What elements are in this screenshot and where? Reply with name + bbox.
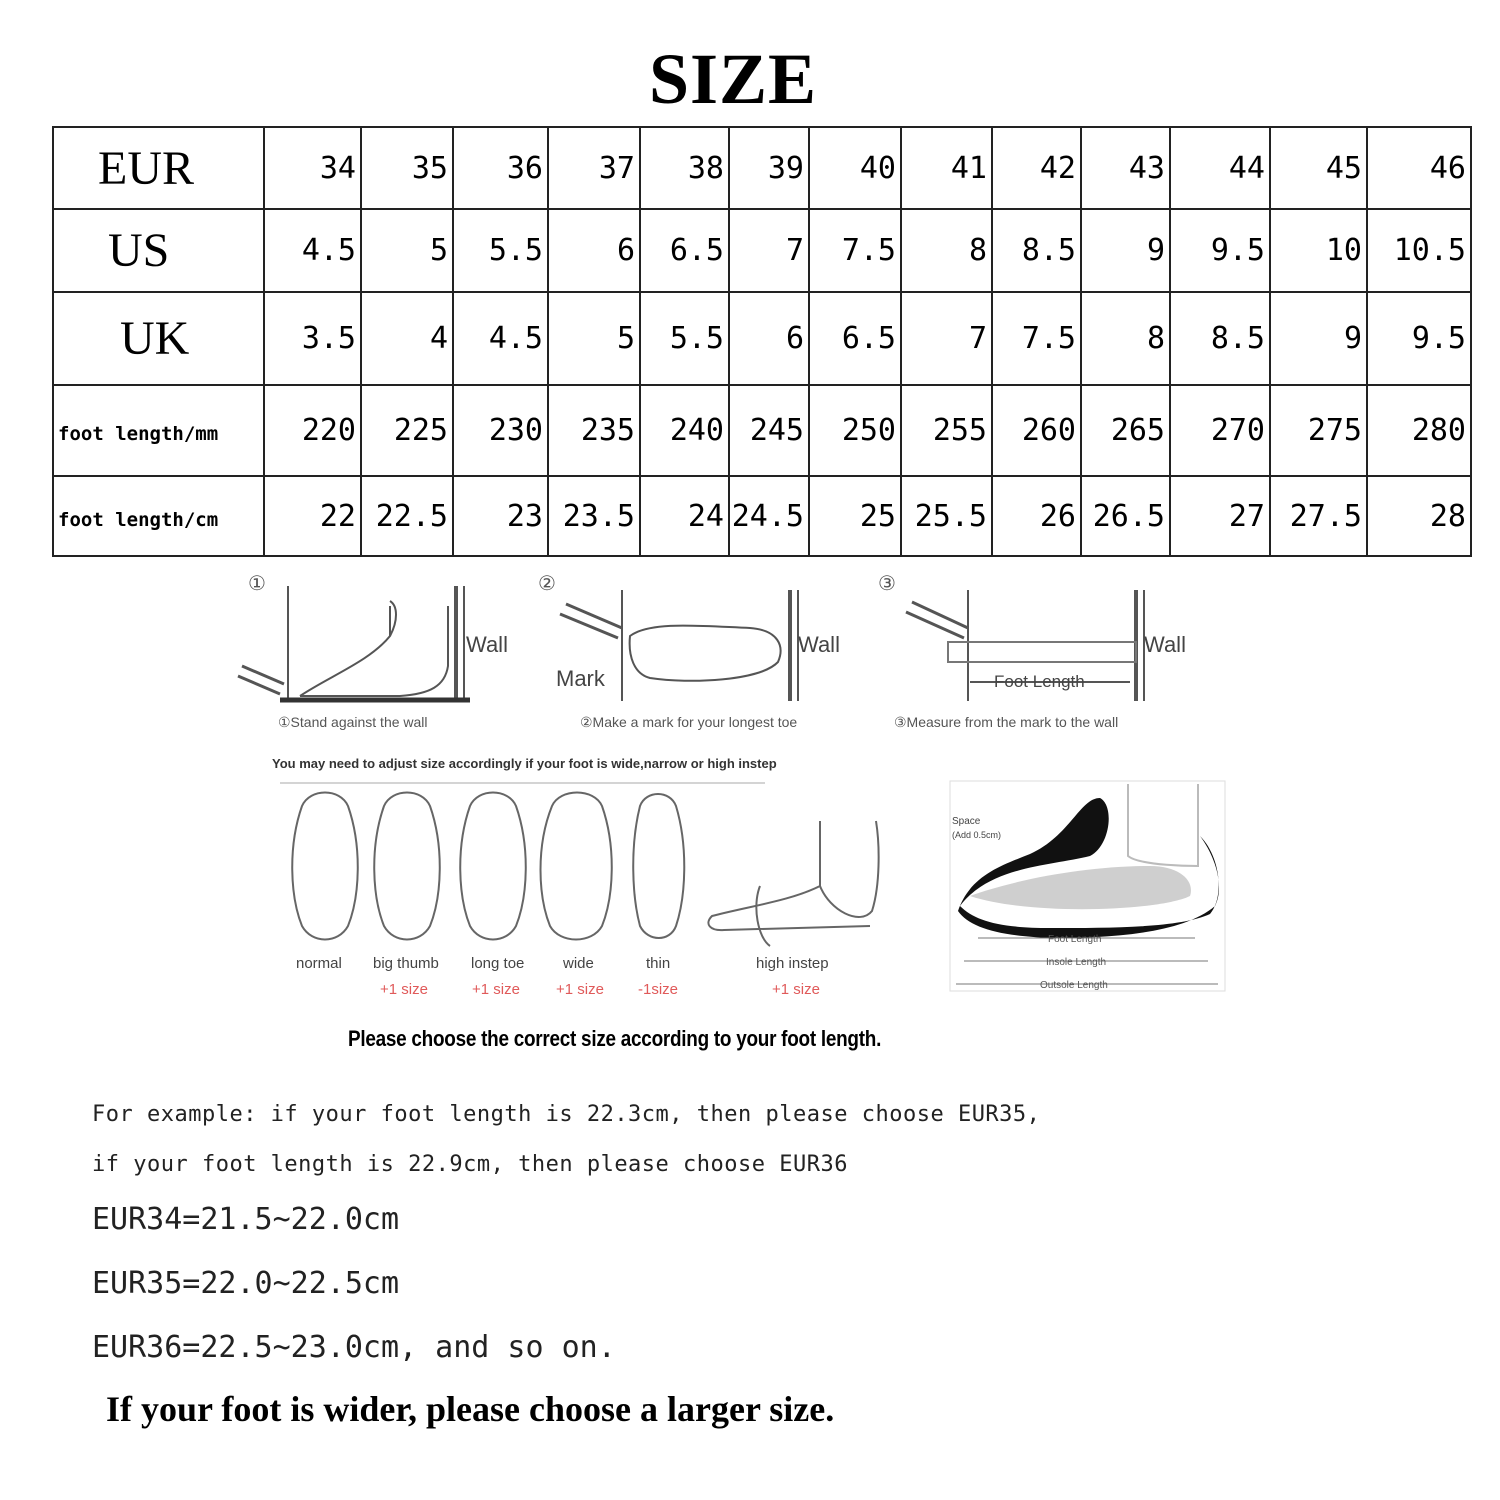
step-3-number: ③ — [878, 573, 896, 595]
size-cell: 46 — [1367, 127, 1471, 209]
size-cell: 44 — [1170, 127, 1270, 209]
size-cell: 25 — [809, 476, 901, 556]
size-cell: 7.5 — [992, 292, 1081, 385]
eur35-range: EUR35=22.0~22.5cm — [92, 1266, 400, 1301]
size-cell: 5 — [548, 292, 640, 385]
size-cell: 240 — [640, 385, 729, 476]
thin-adjust: -1size — [638, 981, 679, 998]
size-cell: 275 — [1270, 385, 1367, 476]
size-cell: 36 — [453, 127, 548, 209]
shoe-insole-length-label: Insole Length — [1046, 957, 1107, 968]
step-3-wall-label: Wall — [1144, 632, 1186, 657]
size-cell: 220 — [264, 385, 361, 476]
size-cell: 8.5 — [992, 209, 1081, 292]
shoe-space-note: (Add 0.5cm) — [952, 830, 1002, 840]
size-cell: 280 — [1367, 385, 1471, 476]
high-instep-adjust: +1 size — [772, 981, 820, 998]
size-cell: 8 — [1081, 292, 1170, 385]
page-title: SIZE — [648, 39, 818, 119]
size-cell: 270 — [1170, 385, 1270, 476]
size-cell: 34 — [264, 127, 361, 209]
eur36-range: EUR36=22.5~23.0cm, and so on. — [92, 1330, 616, 1365]
row-header-cell — [53, 476, 264, 556]
step-1-wall-label: Wall — [466, 632, 508, 657]
size-cell: 7 — [729, 209, 809, 292]
measurement-guide — [230, 566, 1240, 1004]
size-cell: 255 — [901, 385, 992, 476]
foot-type-big-thumb-label: big thumb — [373, 955, 439, 972]
row-header: foot length/mm — [58, 423, 219, 445]
size-cell: 7 — [901, 292, 992, 385]
size-cell: 235 — [548, 385, 640, 476]
step-3-foot-length-label: Foot Length — [994, 672, 1085, 691]
size-cell: 9 — [1081, 209, 1170, 292]
size-cell: 39 — [729, 127, 809, 209]
size-row — [53, 209, 1471, 292]
size-cell: 37 — [548, 127, 640, 209]
foot-type-long-toe-label: long toe — [471, 955, 525, 972]
row-header-cell — [53, 127, 264, 209]
size-cell: 6 — [548, 209, 640, 292]
row-header: US — [108, 224, 170, 277]
size-cell: 4 — [361, 292, 453, 385]
size-cell: 28 — [1367, 476, 1471, 556]
wider-foot-note: If your foot is wider, please choose a larger size. — [106, 1389, 835, 1429]
size-cell: 6 — [729, 292, 809, 385]
example-line-2: if your foot length is 22.9cm, then please choose EUR36 — [92, 1152, 848, 1177]
size-chart-table — [52, 126, 1472, 557]
size-cell: 10 — [1270, 209, 1367, 292]
size-cell: 4.5 — [453, 292, 548, 385]
shoe-foot-length-label: Foot Length — [1048, 934, 1102, 945]
long-toe-adjust: +1 size — [472, 981, 520, 998]
eur34-range: EUR34=21.5~22.0cm — [92, 1202, 400, 1237]
size-cell: 7.5 — [809, 209, 901, 292]
size-cell: 5 — [361, 209, 453, 292]
shoe-outsole-length-label: Outsole Length — [1040, 980, 1108, 991]
step-1-stand-illustration — [238, 586, 470, 701]
size-row — [53, 292, 1471, 385]
size-cell: 25.5 — [901, 476, 992, 556]
size-cell: 8.5 — [1170, 292, 1270, 385]
step-1-number: ① — [248, 573, 266, 595]
row-header-cell — [53, 209, 264, 292]
wide-adjust: +1 size — [556, 981, 604, 998]
size-cell: 27 — [1170, 476, 1270, 556]
size-cell: 6.5 — [809, 292, 901, 385]
size-cell: 265 — [1081, 385, 1170, 476]
size-cell: 27.5 — [1270, 476, 1367, 556]
foot-type-high-instep-label: high instep — [756, 955, 829, 972]
size-cell: 3.5 — [264, 292, 361, 385]
step-2-wall-label: Wall — [798, 632, 840, 657]
size-cell: 4.5 — [264, 209, 361, 292]
row-header: EUR — [98, 141, 194, 195]
size-cell: 9.5 — [1170, 209, 1270, 292]
size-cell: 22.5 — [361, 476, 453, 556]
choose-size-instruction: Please choose the correct size according to your foot length. — [348, 1026, 882, 1051]
size-cell: 26.5 — [1081, 476, 1170, 556]
size-cell: 5.5 — [640, 292, 729, 385]
step-2-caption: ②Make a mark for your longest toe — [580, 714, 798, 730]
size-cell: 26 — [992, 476, 1081, 556]
row-header-cell — [53, 385, 264, 476]
size-cell: 24.5 — [729, 476, 809, 556]
size-cell: 225 — [361, 385, 453, 476]
size-cell: 45 — [1270, 127, 1367, 209]
size-cell: 42 — [992, 127, 1081, 209]
foot-type-illustrations — [292, 793, 878, 947]
size-row — [53, 385, 1471, 476]
step-2-number: ② — [538, 573, 556, 595]
foot-type-thin-label: thin — [646, 955, 671, 972]
size-cell: 22 — [264, 476, 361, 556]
size-cell: 9.5 — [1367, 292, 1471, 385]
big-thumb-adjust: +1 size — [380, 981, 428, 998]
foot-type-wide-label: wide — [563, 955, 594, 972]
shoe-space-label: Space — [952, 816, 981, 827]
row-header-cell — [53, 292, 264, 385]
size-cell: 35 — [361, 127, 453, 209]
size-cell: 9 — [1270, 292, 1367, 385]
size-cell: 260 — [992, 385, 1081, 476]
size-cell: 38 — [640, 127, 729, 209]
size-cell: 6.5 — [640, 209, 729, 292]
size-cell: 10.5 — [1367, 209, 1471, 292]
size-cell: 5.5 — [453, 209, 548, 292]
size-cell: 8 — [901, 209, 992, 292]
foot-type-normal-label: normal — [296, 955, 342, 972]
size-cell: 40 — [809, 127, 901, 209]
step-1-caption: ①Stand against the wall — [278, 714, 428, 730]
size-row — [53, 476, 1471, 556]
row-header: UK — [120, 312, 190, 365]
size-cell: 23 — [453, 476, 548, 556]
size-cell: 23.5 — [548, 476, 640, 556]
size-cell: 245 — [729, 385, 809, 476]
row-header: foot length/cm — [58, 508, 219, 531]
step-3-caption: ③Measure from the mark to the wall — [894, 714, 1119, 730]
size-cell: 250 — [809, 385, 901, 476]
size-cell: 230 — [453, 385, 548, 476]
example-line-1: For example: if your foot length is 22.3cm, then please choose EUR35, — [92, 1102, 1041, 1127]
adjust-note: You may need to adjust size accordingly if your foot is wide,narrow or high instep — [272, 756, 777, 771]
size-cell: 43 — [1081, 127, 1170, 209]
size-row — [53, 127, 1471, 209]
size-cell: 24 — [640, 476, 729, 556]
step-2-mark-label: Mark — [556, 666, 605, 691]
size-cell: 41 — [901, 127, 992, 209]
